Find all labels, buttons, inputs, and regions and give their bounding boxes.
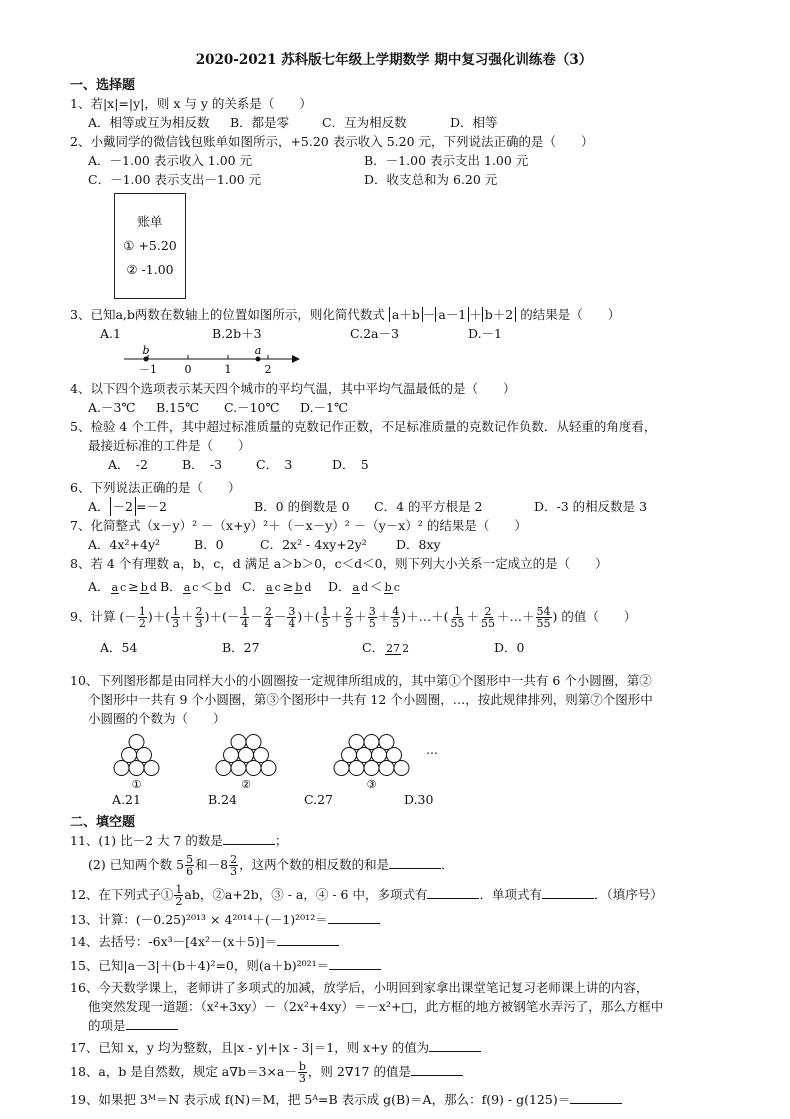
option: A.1: [100, 326, 121, 341]
question-16: 16、今天数学课上，老师讲了多项式的加减，放学后，小明回到家拿出课堂笔记复习老师课上讲的内容，: [70, 980, 649, 995]
option: C． 27 2: [362, 640, 410, 655]
option: A.－3℃: [88, 400, 136, 415]
page-title: 2020-2021 苏科版七年级上学期数学 期中复习强化训练卷（3）: [195, 52, 593, 68]
question-10-cont2: 小圆圈的个数为（ ）: [88, 711, 226, 726]
question-11b: (2) 已知两个数 5 $\frac{5}{6}$ 和－8 $\frac{2}{3}$ ，这两个数的相反数的和是 ．: [88, 853, 454, 878]
question-18: 18、a，b 是自然数，规定 a∇b＝3×a－ $\frac{b}{3}$ ，则 2∇17 的值是: [70, 1057, 718, 1087]
option: C． a c ≥ b d: [242, 579, 312, 594]
option: B．0 的倒数是 0: [254, 499, 350, 514]
pattern-circle: [239, 748, 254, 763]
pattern-circle: [144, 761, 159, 776]
option: B.15℃: [156, 400, 200, 415]
pattern-circle: [137, 748, 152, 763]
question-17: 17、已知 x，y 均为整数，且|x - y|+|x - 3|＝1，则 x+y 的值为: [70, 1038, 718, 1057]
axis-arrow: [292, 355, 300, 363]
tick-label: 2: [264, 363, 272, 376]
option: C.2a－3: [350, 326, 399, 341]
pattern-circle: [379, 735, 394, 750]
pattern-circle: [394, 761, 409, 776]
question-1: 1、若|x|=|y|，则 x 与 y 的关系是（ ）: [70, 96, 312, 111]
tick-label: 0: [184, 363, 192, 376]
option: B．都是零: [230, 115, 290, 130]
answer-blank[interactable]: [329, 957, 381, 970]
option: B． a c ＜ b d: [160, 579, 232, 594]
pattern-circle: [129, 761, 144, 776]
pattern-circle: [261, 761, 276, 776]
question-16-cont2: 的项是: [70, 1016, 718, 1035]
question-10-options: [70, 790, 718, 809]
option: B.2b＋3: [212, 326, 262, 341]
question-6: 6、下列说法正确的是（ ）: [70, 480, 241, 495]
option: A．相等或互为相反数: [88, 115, 210, 130]
answer-blank[interactable]: [389, 856, 441, 869]
answer-blank[interactable]: [427, 886, 479, 899]
point-a-label: a: [254, 344, 262, 357]
answer-blank[interactable]: [411, 1063, 463, 1076]
question-3-options: [70, 324, 718, 343]
option: C．4 的平方根是 2: [374, 499, 483, 514]
pattern-circle: [246, 761, 261, 776]
section-fill: 二、填空题: [70, 815, 136, 830]
pattern-circle: [387, 748, 402, 763]
question-19: 19、如果把 3ᴹ＝N 表示成 f(N)＝M，把 5ᴬ=B 表示成 g(B)＝A，那么：f(9) - g(125)＝: [70, 1090, 718, 1109]
pattern-circle: [254, 748, 269, 763]
figure-label: ③: [366, 778, 377, 790]
figure-label: ②: [241, 778, 251, 790]
option: B．－1.00 表示支出 1.00 元: [364, 153, 529, 168]
question-6-options: [70, 497, 718, 516]
question-2-options-row2: [70, 170, 718, 189]
pattern-circle: [379, 761, 394, 776]
answer-blank[interactable]: [570, 1091, 622, 1104]
number-line-figure: [116, 343, 316, 377]
point-b: [144, 357, 149, 362]
option: D． a d ＜ b c: [328, 579, 400, 594]
abs-expr-3: b＋2: [482, 307, 516, 322]
option: A.21: [112, 792, 141, 807]
option: D．-3 的相反数是 3: [534, 499, 648, 514]
bill-entry-1: ① +5.20: [123, 238, 177, 253]
pattern-circle: [364, 761, 379, 776]
answer-blank[interactable]: [429, 1039, 481, 1052]
question-10-cont: 个图形中一共有 9 个小圆圈，第③个图形中一共有 12 个小圆圈，…，按此规律排列，则第⑦个图形中: [88, 692, 653, 707]
question-7: 7、化简整式（x－y）² －（x+y）²＋（－x－y）² －（y－x）² 的结果是（ ）: [70, 518, 527, 533]
question-5: 5、检验 4 个工件，其中超过标准质量的克数记作正数，不足标准质量的克数记作负数．从轻重的角度看，: [70, 419, 657, 434]
option: D．0: [494, 640, 525, 655]
option: C.－10℃: [224, 400, 280, 415]
question-1-options: [70, 113, 718, 132]
pattern-circle: [224, 748, 239, 763]
option: C．－1.00 表示支出－1.00 元: [88, 172, 262, 187]
pattern-circle: [114, 761, 129, 776]
bill-title: 账单: [137, 214, 163, 229]
option: C.27: [304, 792, 333, 807]
pattern-circle: [364, 735, 379, 750]
question-7-options: [70, 535, 718, 554]
circle-pattern-figure: [108, 730, 528, 790]
option: A． -2: [108, 457, 148, 472]
question-14: 14、去括号：-6x³－[4x²－(x＋5)]＝: [70, 932, 718, 951]
option: C．2x² - 4xy+2y²: [260, 537, 367, 552]
pattern-circle: [342, 748, 357, 763]
answer-blank[interactable]: [277, 933, 339, 946]
pattern-circle: [231, 761, 246, 776]
option: C． 3: [256, 457, 293, 472]
pattern-circle: [231, 735, 246, 750]
abs-expr-1: a＋b: [389, 307, 423, 322]
option: B．0: [194, 537, 224, 552]
bill-figure: [114, 193, 186, 299]
option: A． a c ≥ b d: [88, 579, 157, 594]
answer-blank[interactable]: [223, 832, 275, 845]
pattern-circle: [129, 735, 144, 750]
question-4-options: [70, 398, 718, 417]
point-b-label: b: [142, 344, 150, 357]
question-2: 2、小戴同学的微信钱包账单如图所示，+5.20 表示收入 5.20 元，下列说法正确的是（ ）: [70, 134, 594, 149]
tick-label: 1: [224, 363, 232, 376]
option: D．收支总和为 6.20 元: [364, 172, 498, 187]
answer-blank[interactable]: [328, 911, 380, 924]
question-16-cont: 他突然发现一道题：（x²+3xy）－（2x²+4xy）＝－x²+□，此方框的地方被钢笔水弄污了，那么方框中: [88, 999, 664, 1014]
question-13: 13、计算：(－0.25)²⁰¹³ × 4²⁰¹⁴＋(－1)²⁰¹²＝: [70, 910, 718, 929]
option: A． －2 =－2: [88, 499, 167, 514]
pattern-circle: [246, 735, 261, 750]
tick-label: －1: [139, 363, 157, 376]
option: D．8xy: [396, 537, 441, 552]
question-8: 8、若 4 个有理数 a，b，c，d 满足 a＞b＞0，c＜d＜0，则下列大小关系一定成立的是（ ）: [70, 556, 608, 571]
question-4: 4、以下四个选项表示某天四个城市的平均气温，其中平均气温最低的是（ ）: [70, 381, 516, 396]
question-2-options-row1: [70, 151, 718, 170]
pattern-circle: [372, 748, 387, 763]
option: B.24: [208, 792, 238, 807]
question-12: 12、在下列式子① $\frac{1}{2}$ ab，②a+2b，③ - a，④ - 6 中，多项式有 ．单项式有 ．（填序号）: [70, 883, 663, 908]
answer-blank[interactable]: [126, 1017, 178, 1030]
question-11a: 11、(1) 比－2 大 7 的数是 ；: [70, 833, 288, 848]
pattern-circle: [349, 735, 364, 750]
option: D.－1℃: [300, 400, 348, 415]
pattern-circle: [216, 761, 231, 776]
section-choice: 一、选择题: [70, 78, 136, 93]
question-3: 3、已知a,b两数在数轴上的位置如图所示，则化简代数式 a＋b － a－1 ＋ b＋2 的结果是（ ）: [70, 307, 621, 322]
question-9-options: [70, 633, 718, 663]
question-5-options: [70, 455, 718, 474]
bill-entry-2: ② -1.00: [126, 262, 174, 277]
point-a: [256, 357, 261, 362]
option: A．－1.00 表示收入 1.00 元: [88, 153, 253, 168]
option: D.30: [404, 792, 434, 807]
pattern-circle: [357, 748, 372, 763]
option: B． -3: [182, 457, 223, 472]
question-15: 15、已知|a－3|＋(b＋4)²=0，则(a＋b)²⁰²¹＝: [70, 956, 718, 975]
pattern-circle: [122, 748, 137, 763]
question-9: 9、计算 (－ $\frac{1}{2}$ )＋( $\frac{1}{3}$ ＋ $\frac{2}{3}$ )＋(－ $\frac{1}{4}$ － $\frac{2}{4}$ － $\frac{3}{4}$ )＋( $\frac{1}{5}$ ＋ $\frac{2}{5}$ ＋ $\frac{3}{5}$ ＋ $\frac{4}{5}$ )＋…＋( $\frac{1}{55}$ ＋ $\frac{2}{55}$ ＋…＋ $\frac{54}{55}$ ) 的值（ ）: [70, 605, 637, 630]
pattern-ellipsis: …: [426, 743, 438, 757]
question-8-options: [70, 573, 718, 601]
question-5-cont: 最接近标准的工件是（ ）: [88, 438, 251, 453]
pattern-circle: [349, 761, 364, 776]
abs-expr-2: a－1: [435, 307, 469, 322]
option: A．4x²+4y²: [88, 537, 161, 552]
option: C．互为相反数: [322, 115, 407, 130]
option: D． 5: [332, 457, 369, 472]
option: B．27: [222, 640, 260, 655]
pattern-circle: [334, 761, 349, 776]
answer-blank[interactable]: [542, 886, 594, 899]
figure-label: ①: [131, 778, 142, 790]
option: D．相等: [450, 115, 498, 130]
option: D.－1: [468, 326, 503, 341]
question-10: 10、下列图形都是由同样大小的小圆圈按一定规律所组成的，其中第①个图形中一共有 6 个小圆圈，第②: [70, 673, 652, 688]
option: A．54: [100, 640, 138, 655]
